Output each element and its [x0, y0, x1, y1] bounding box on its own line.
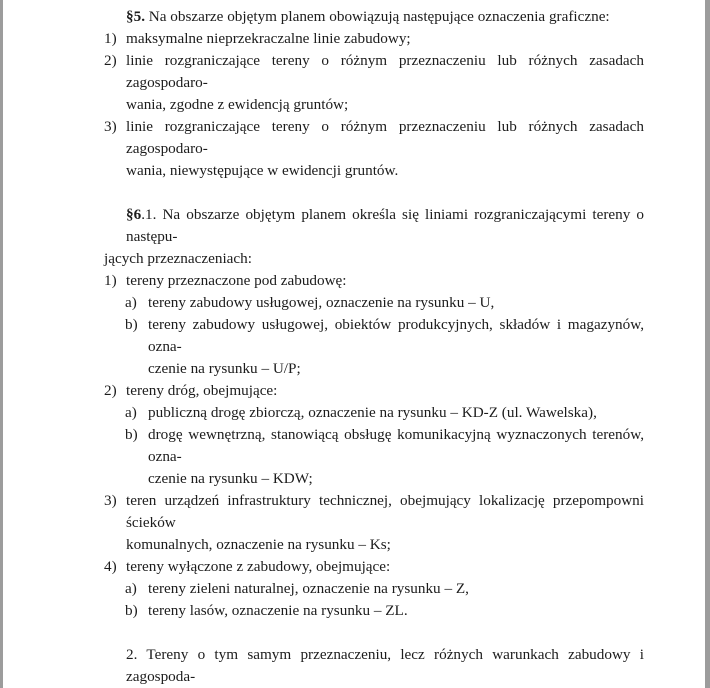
list-item	[104, 490, 644, 534]
sub-list-item-text: publiczną drogę zbiorczą, oznaczenie na rysunku – KD-Z (ul. Wawelska),	[148, 404, 597, 421]
sub-list-item-letter: b)	[125, 316, 138, 333]
document-page[interactable]	[3, 0, 705, 688]
section-6-heading-cont-text: jących przeznaczeniach:	[104, 250, 252, 267]
list-item-number: 1)	[104, 272, 117, 289]
sub-list-item-text: czenie na rysunku – KDW;	[148, 470, 313, 487]
paragraph-gap	[104, 182, 644, 204]
sub-list-item-letter: b)	[125, 426, 138, 443]
sub-list-item-letter: a)	[125, 580, 137, 597]
section-6-heading-continuation	[104, 248, 644, 270]
list-item-number: 2)	[104, 382, 117, 399]
list-item-text: wania, zgodne z ewidencją gruntów;	[126, 96, 349, 113]
section-6-paragraph-2	[104, 644, 644, 688]
paragraph-gap	[104, 622, 644, 644]
sub-list-item-letter: a)	[125, 404, 137, 421]
list-item-continuation	[104, 160, 644, 182]
sub-list-item	[104, 292, 644, 314]
list-item-text: wania, niewystępujące w ewidencji gruntów.	[126, 162, 399, 179]
sub-list-item	[104, 578, 644, 600]
list-item-number: 4)	[104, 558, 117, 575]
list-item-text: linie rozgraniczające tereny o różnym przeznaczeniu lub różnych zasadach zagospodaro-	[126, 118, 644, 157]
list-item	[104, 28, 644, 50]
list-item-text: tereny przeznaczone pod zabudowę:	[126, 272, 347, 289]
list-item-number: 3)	[104, 492, 117, 509]
list-item-number: 3)	[104, 118, 117, 135]
section-6-heading	[104, 204, 644, 248]
list-item	[104, 270, 644, 292]
section-6-number: §6	[126, 206, 142, 223]
sub-list-item-letter: a)	[125, 294, 137, 311]
sub-list-item-text: drogę wewnętrzną, stanowiącą obsługę komunikacyjną wyznaczonych terenów, ozna-	[148, 426, 644, 465]
sub-list-item-text: tereny zieleni naturalnej, oznaczenie na rysunku – Z,	[148, 580, 469, 597]
paragraph-text: 2. Tereny o tym samym przeznaczeniu, lecz różnych warunkach zabudowy i zagospoda-	[126, 646, 644, 685]
sub-list-item	[104, 424, 644, 468]
list-item	[104, 380, 644, 402]
list-item-number: 2)	[104, 52, 117, 69]
right-border	[705, 0, 710, 688]
list-item-text: maksymalne nieprzekraczalne linie zabudowy;	[126, 30, 411, 47]
sub-list-item	[104, 314, 644, 358]
list-item-text: tereny dróg, obejmujące:	[126, 382, 278, 399]
sub-list-item-text: tereny zabudowy usługowej, obiektów produkcyjnych, składów i magazynów, ozna-	[148, 316, 644, 355]
list-item-continuation	[104, 94, 644, 116]
list-item-continuation	[104, 534, 644, 556]
sub-list-item-text: tereny lasów, oznaczenie na rysunku – ZL.	[148, 602, 408, 619]
sub-list-item-text: tereny zabudowy usługowej, oznaczenie na rysunku – U,	[148, 294, 495, 311]
sub-list-item	[104, 402, 644, 424]
section-6-heading-text: .1. Na obszarze objętym planem określa się liniami rozgraniczającymi tereny o następu-	[126, 206, 644, 245]
list-item-text: tereny wyłączone z zabudowy, obejmujące:	[126, 558, 391, 575]
list-item	[104, 50, 644, 94]
list-item-number: 1)	[104, 30, 117, 47]
sub-list-item-continuation	[104, 358, 644, 380]
sub-list-item-text: czenie na rysunku – U/P;	[148, 360, 301, 377]
document-content	[104, 6, 644, 688]
sub-list-item-letter: b)	[125, 602, 138, 619]
list-item	[104, 556, 644, 578]
list-item	[104, 116, 644, 160]
list-item-text: linie rozgraniczające tereny o różnym przeznaczeniu lub różnych zasadach zagospodaro-	[126, 52, 644, 91]
section-5-number: §5.	[126, 8, 145, 25]
list-item-text: komunalnych, oznaczenie na rysunku – Ks;	[126, 536, 391, 553]
section-5-heading	[104, 6, 644, 28]
list-item-text: teren urządzeń infrastruktury technicznej, obejmujący lokalizację przepompowni ścieków	[126, 492, 644, 531]
section-5-heading-text: Na obszarze objętym planem obowiązują następujące oznaczenia graficzne:	[144, 8, 610, 25]
sub-list-item-continuation	[104, 468, 644, 490]
sub-list-item	[104, 600, 644, 622]
